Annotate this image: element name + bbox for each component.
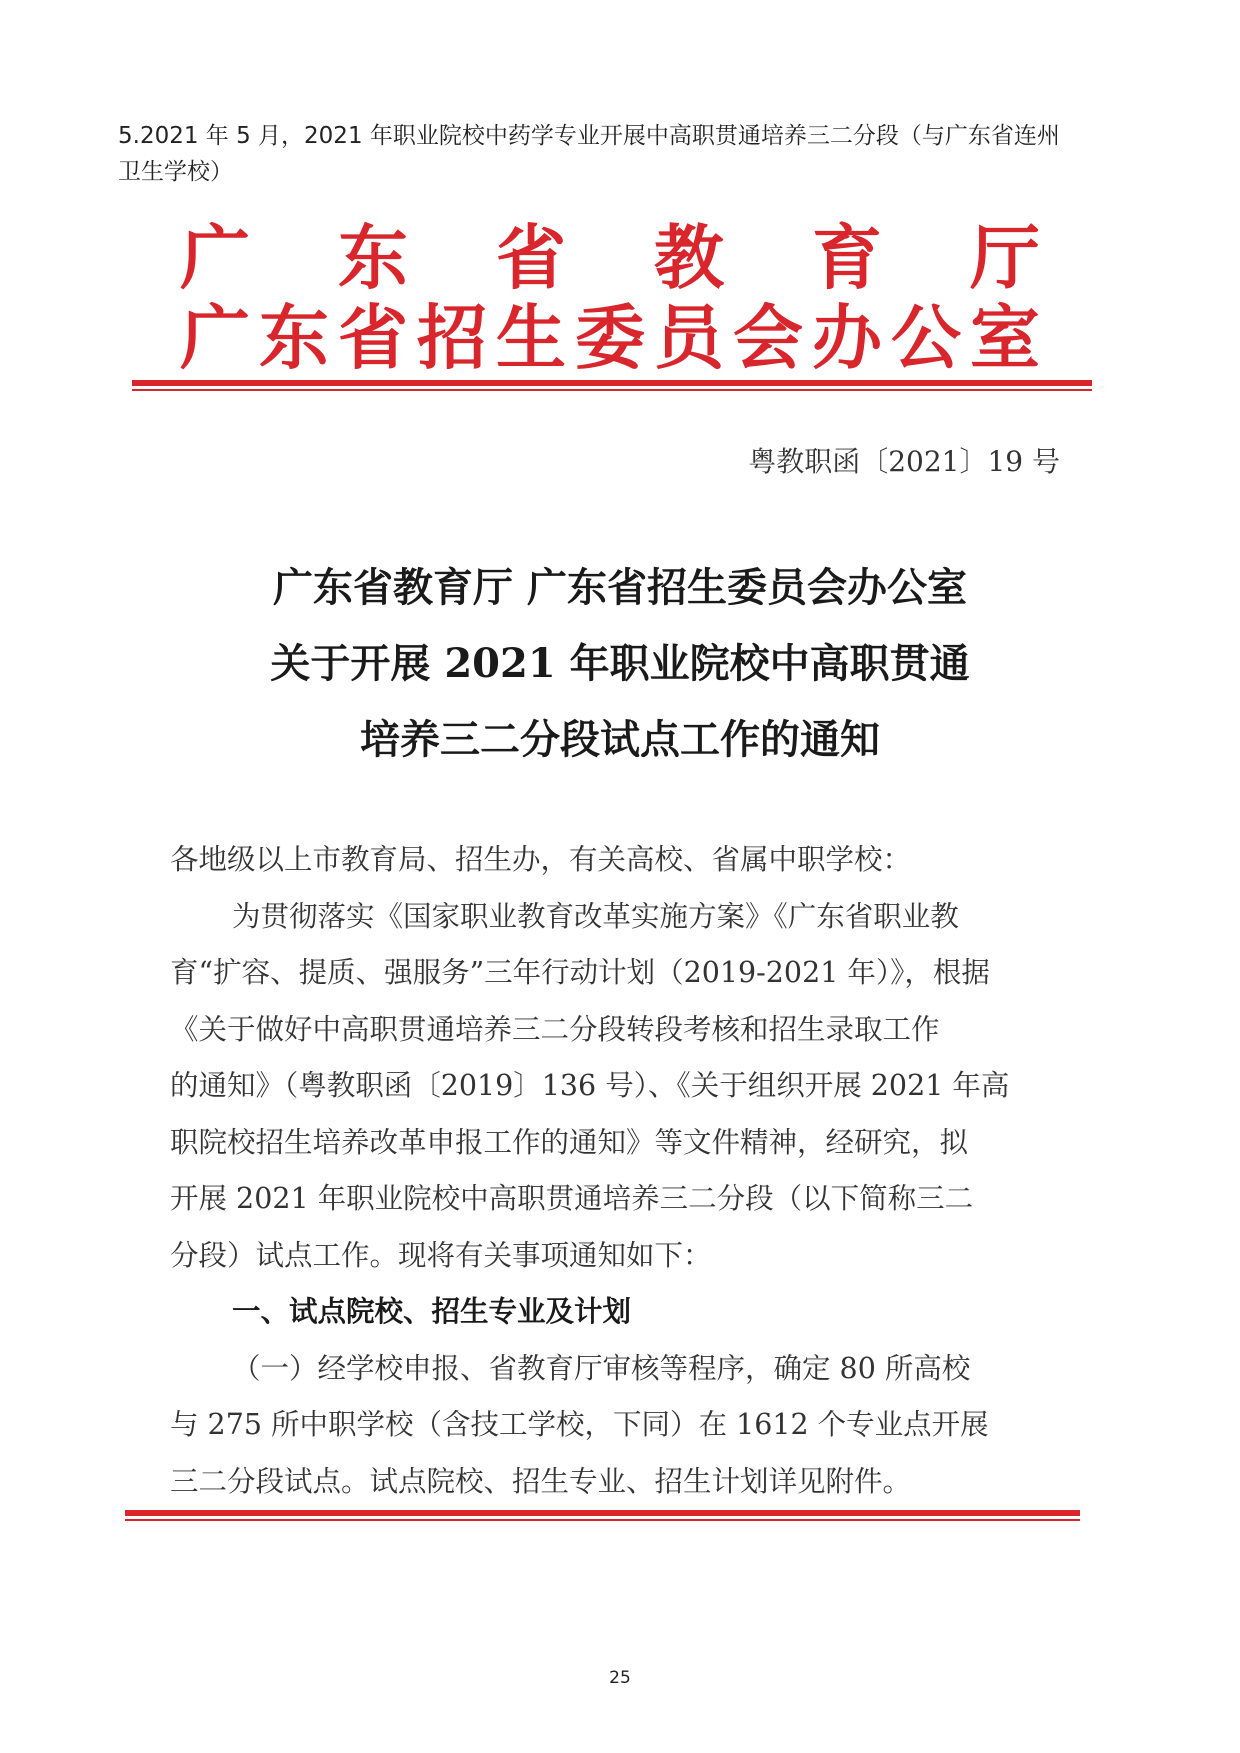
header-char: 省 [496, 215, 566, 299]
header-char: 招 [417, 295, 487, 379]
header-char: 育 [812, 215, 882, 299]
header-char: 广 [180, 215, 250, 299]
paragraph-line: 开展 2021 年职业院校中高职贯通培养三二分段（以下简称三二 [170, 1182, 974, 1215]
paragraph-line: 育“扩容、提质、强服务”三年行动计划（2019-2021 年）》，根据 [170, 956, 990, 989]
paragraph-line: 与 275 所中职学校（含技工学校，下同）在 1612 个专业点开展 [170, 1408, 989, 1441]
title-line-1: 广东省教育厅 广东省招生委员会办公室 [273, 564, 967, 611]
page-number: 25 [609, 1668, 631, 1688]
header-red-rule [132, 380, 1092, 391]
header-office-name [180, 292, 1040, 379]
paragraph-line: 为贯彻落实《国家职业教育改革实施方案》《广东省职业教 [232, 899, 959, 933]
paragraph-line: 职院校招生培养改革申报工作的通知》等文件精神，经研究，拟 [170, 1125, 969, 1159]
section-heading: 一、试点院校、招生专业及计划 [232, 1295, 632, 1328]
header-char: 公 [891, 295, 961, 379]
document-title [150, 550, 1090, 778]
header-char: 东 [338, 215, 408, 299]
header-char: 委 [575, 295, 645, 379]
header-char: 省 [338, 295, 408, 379]
header-char: 东 [259, 295, 329, 379]
paragraph-line: 的通知》（粤教职函〔2019〕136 号）、《关于组织开展 2021 年高 [170, 1069, 1010, 1102]
header-department-name [180, 212, 1040, 299]
caption-line-1: 5.2021 年 5 月，2021 年职业院校中药学专业开展中高职贯通培养三二分段（与广东省连州 [118, 123, 1060, 149]
figure-caption [118, 118, 1118, 190]
footer-red-rule [125, 1510, 1080, 1521]
document-number: 粤教职函〔2021〕19 号 [748, 445, 1060, 478]
paragraph-line: （一）经学校申报、省教育厅审核等程序，确定 80 所高校 [232, 1351, 971, 1385]
header-char: 室 [970, 295, 1040, 379]
header-char: 生 [496, 295, 566, 379]
paragraph-line: 三二分段试点。试点院校、招生专业、招生计划详见附件。 [170, 1464, 912, 1498]
paragraph-line: 分段）试点工作。现将有关事项通知如下： [170, 1238, 712, 1272]
header-char: 员 [654, 295, 724, 379]
title-line-2: 关于开展 2021 年职业院校中高职贯通 [270, 640, 970, 687]
title-line-3: 培养三二分段试点工作的通知 [360, 716, 880, 763]
caption-line-2: 卫生学校） [118, 159, 233, 185]
salutation: 各地级以上市教育局、招生办，有关高校、省属中职学校： [170, 843, 912, 876]
header-char: 会 [733, 295, 803, 379]
header-char: 办 [812, 295, 882, 379]
header-char: 广 [180, 295, 250, 379]
header-char: 厅 [970, 215, 1040, 299]
document-body [170, 832, 1070, 1510]
paragraph-line: 《关于做好中高职贯通培养三二分段转段考核和招生录取工作 [170, 1012, 940, 1046]
header-char: 教 [654, 215, 724, 299]
